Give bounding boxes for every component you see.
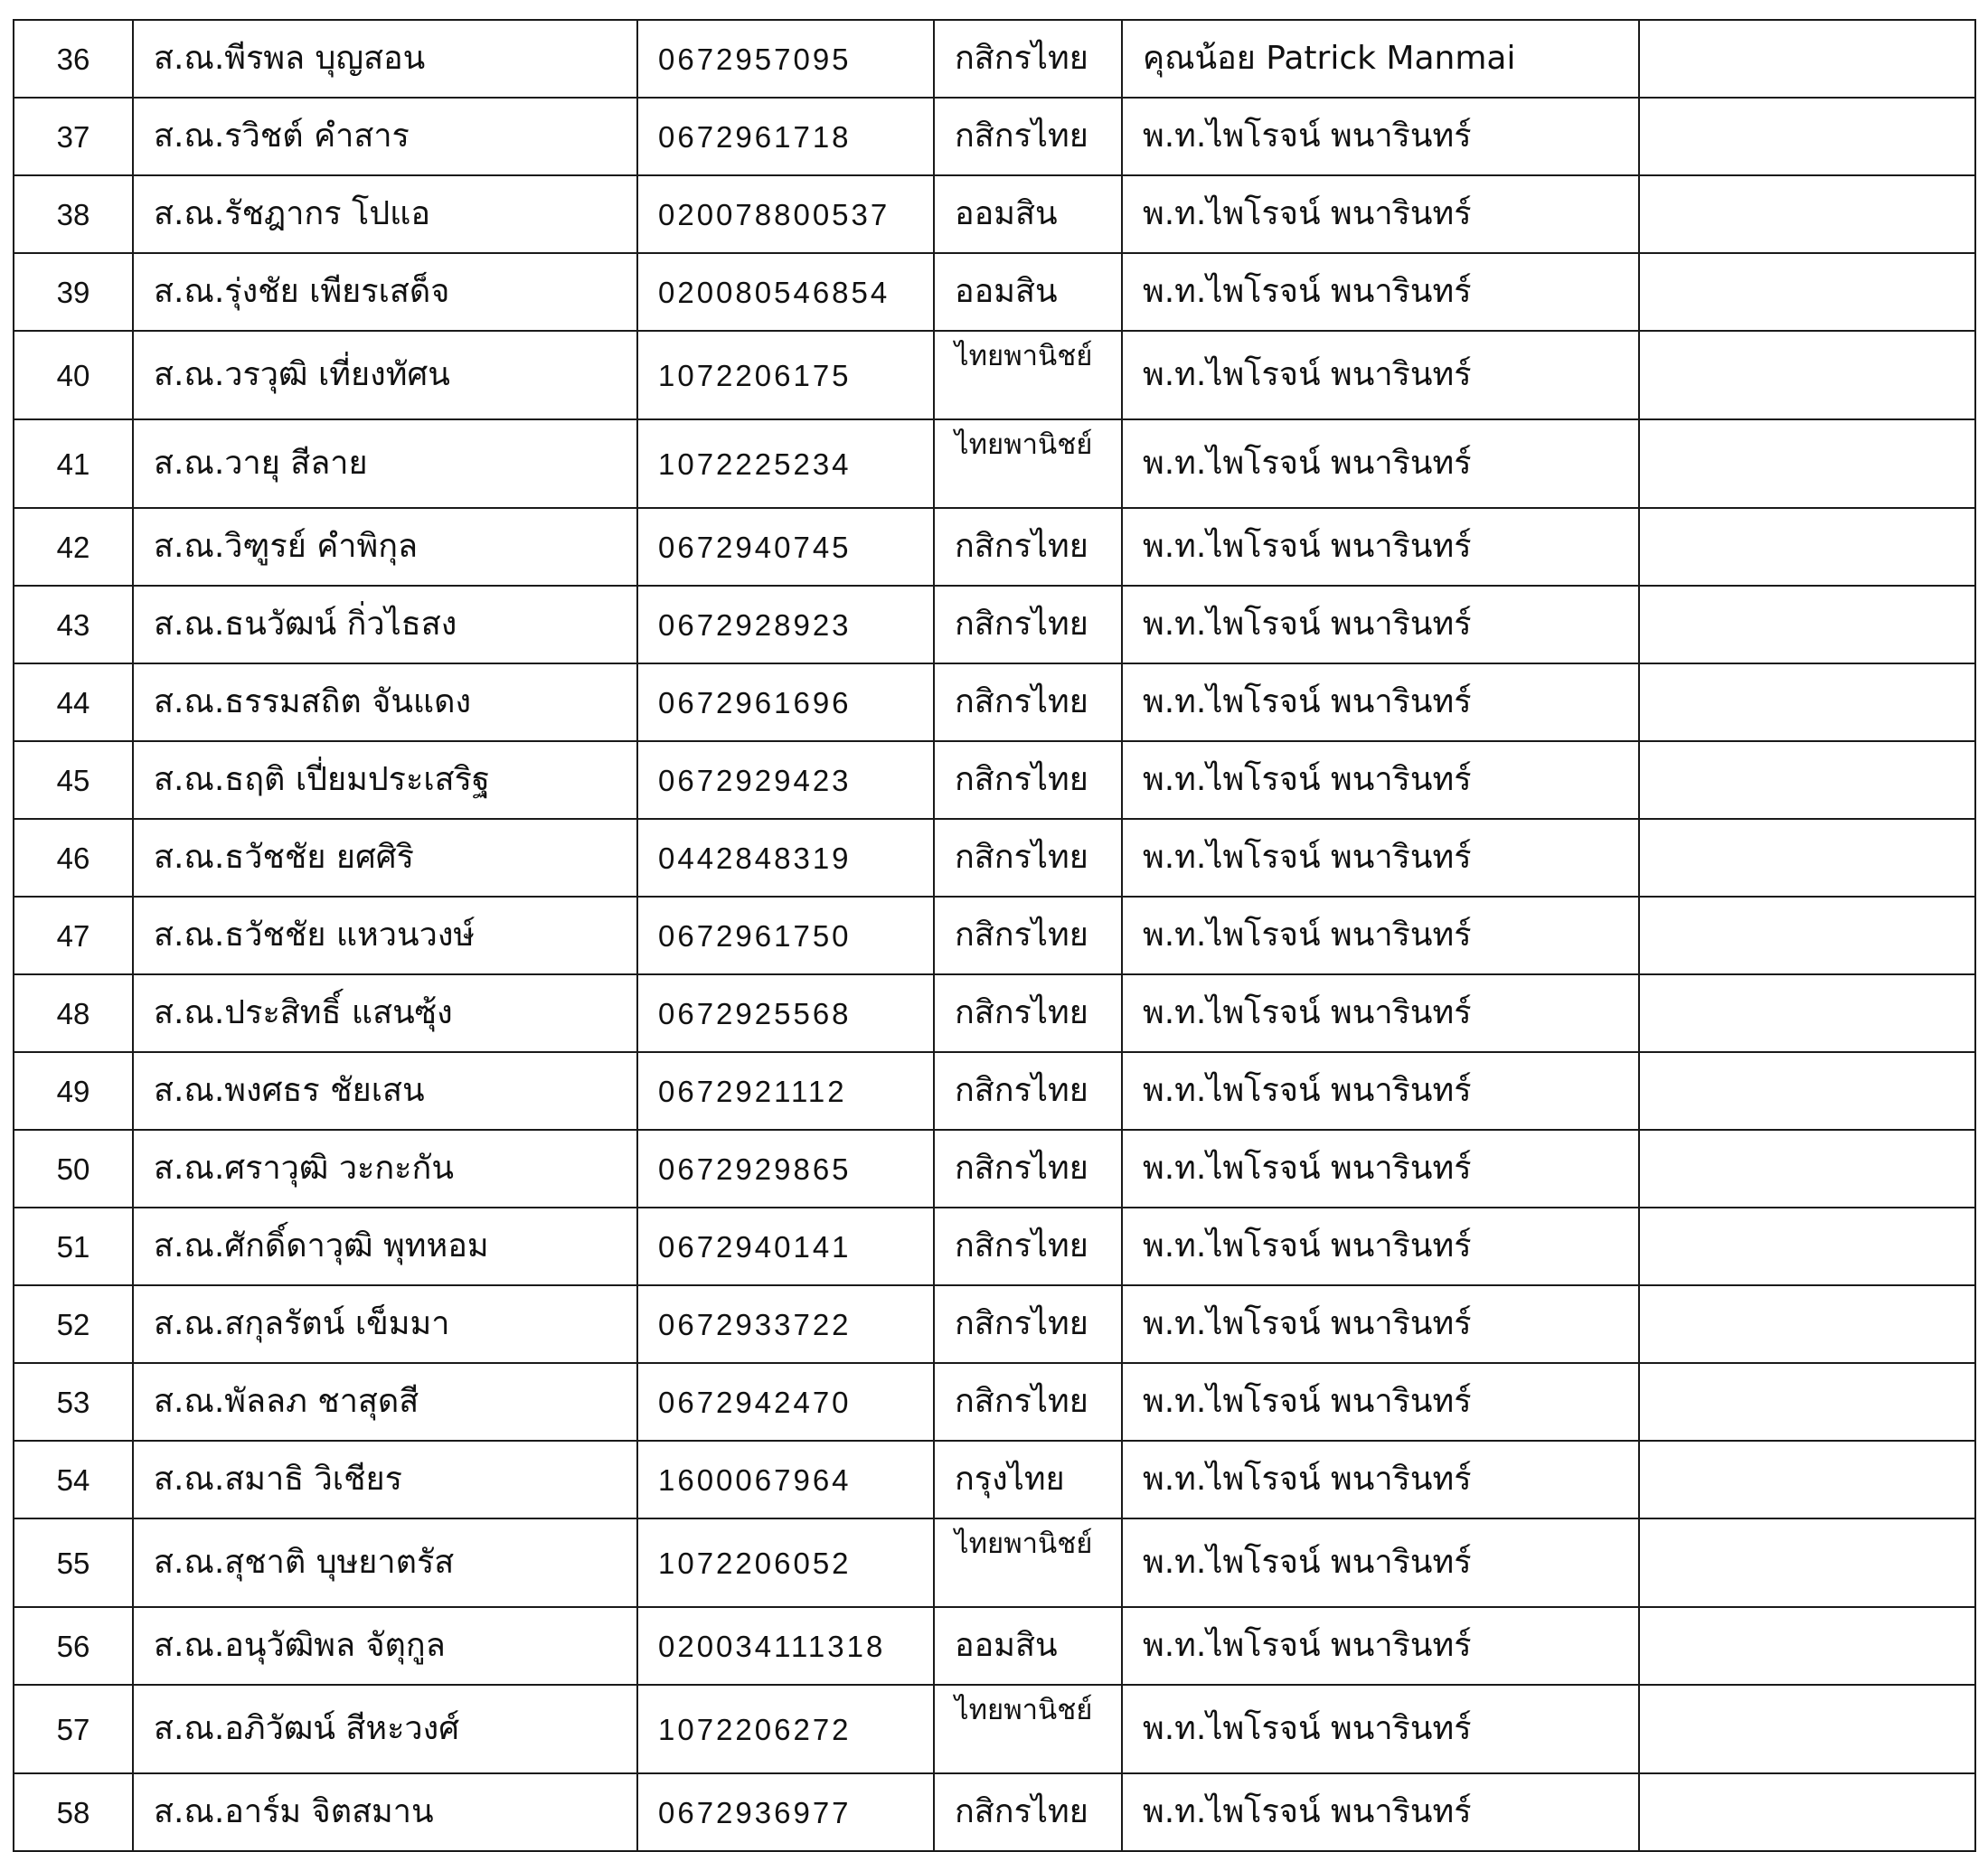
table-row <box>14 1363 1975 1441</box>
bank-cell: ไทยพานิชย์ <box>934 1685 1122 1773</box>
name-cell: ส.ณ.รัชฎากร โปแอ <box>133 175 637 253</box>
responsible-person-cell: พ.ท.ไพโรจน์ พนารินทร์ <box>1122 1441 1639 1518</box>
row-number-cell: 52 <box>14 1285 133 1363</box>
note-cell <box>1639 974 1975 1052</box>
roster-table-body <box>14 20 1975 1851</box>
account-number-cell: 0672925568 <box>637 974 934 1052</box>
table-row <box>14 1285 1975 1363</box>
row-number-cell: 45 <box>14 741 133 819</box>
responsible-person-cell: พ.ท.ไพโรจน์ พนารินทร์ <box>1122 586 1639 663</box>
account-number-cell: 0672961718 <box>637 98 934 175</box>
bank-cell: กสิกรไทย <box>934 741 1122 819</box>
table-row <box>14 1052 1975 1130</box>
responsible-person-cell: พ.ท.ไพโรจน์ พนารินทร์ <box>1122 1607 1639 1685</box>
note-cell <box>1639 20 1975 98</box>
row-number-cell: 46 <box>14 819 133 897</box>
bank-cell: กสิกรไทย <box>934 663 1122 741</box>
row-number-cell: 49 <box>14 1052 133 1130</box>
note-cell <box>1639 741 1975 819</box>
bank-cell: กสิกรไทย <box>934 1285 1122 1363</box>
account-number-cell: 0672929865 <box>637 1130 934 1208</box>
responsible-person-cell: พ.ท.ไพโรจน์ พนารินทร์ <box>1122 331 1639 419</box>
row-number-cell: 47 <box>14 897 133 974</box>
bank-cell: กสิกรไทย <box>934 1052 1122 1130</box>
note-cell <box>1639 1285 1975 1363</box>
row-number-cell: 36 <box>14 20 133 98</box>
account-number-cell: 0672961750 <box>637 897 934 974</box>
row-number-cell: 42 <box>14 508 133 586</box>
account-number-cell: 0672940745 <box>637 508 934 586</box>
table-row <box>14 586 1975 663</box>
name-cell: ส.ณ.ธวัชชัย ยศศิริ <box>133 819 637 897</box>
name-cell: ส.ณ.อาร์ม จิตสมาน <box>133 1773 637 1851</box>
bank-cell: ออมสิน <box>934 1607 1122 1685</box>
name-cell: ส.ณ.วิฑูรย์ คำพิกุล <box>133 508 637 586</box>
bank-cell: กสิกรไทย <box>934 20 1122 98</box>
responsible-person-cell: พ.ท.ไพโรจน์ พนารินทร์ <box>1122 1130 1639 1208</box>
table-row <box>14 1208 1975 1285</box>
name-cell: ส.ณ.รุ่งชัย เพียรเสด็จ <box>133 253 637 331</box>
name-cell: ส.ณ.ธฤติ เปี่ยมประเสริฐ <box>133 741 637 819</box>
responsible-person-cell: พ.ท.ไพโรจน์ พนารินทร์ <box>1122 1363 1639 1441</box>
bank-cell: กสิกรไทย <box>934 1130 1122 1208</box>
note-cell <box>1639 175 1975 253</box>
responsible-person-cell: พ.ท.ไพโรจน์ พนารินทร์ <box>1122 1773 1639 1851</box>
roster-table <box>13 19 1976 1852</box>
account-number-cell: 1072206175 <box>637 331 934 419</box>
bank-cell: ไทยพานิชย์ <box>934 1518 1122 1607</box>
table-row <box>14 98 1975 175</box>
note-cell <box>1639 819 1975 897</box>
bank-cell: กสิกรไทย <box>934 974 1122 1052</box>
name-cell: ส.ณ.สกุลรัตน์ เข็มมา <box>133 1285 637 1363</box>
table-row <box>14 1441 1975 1518</box>
note-cell <box>1639 663 1975 741</box>
account-number-cell: 0672957095 <box>637 20 934 98</box>
responsible-person-cell: พ.ท.ไพโรจน์ พนารินทร์ <box>1122 1285 1639 1363</box>
row-number-cell: 40 <box>14 331 133 419</box>
row-number-cell: 41 <box>14 419 133 508</box>
responsible-person-cell: พ.ท.ไพโรจน์ พนารินทร์ <box>1122 1685 1639 1773</box>
row-number-cell: 43 <box>14 586 133 663</box>
account-number-cell: 0672942470 <box>637 1363 934 1441</box>
row-number-cell: 54 <box>14 1441 133 1518</box>
responsible-person-cell: พ.ท.ไพโรจน์ พนารินทร์ <box>1122 663 1639 741</box>
responsible-person-cell: พ.ท.ไพโรจน์ พนารินทร์ <box>1122 1518 1639 1607</box>
name-cell: ส.ณ.สมาธิ วิเชียร <box>133 1441 637 1518</box>
note-cell <box>1639 1773 1975 1851</box>
row-number-cell: 51 <box>14 1208 133 1285</box>
bank-cell: ออมสิน <box>934 253 1122 331</box>
table-row <box>14 974 1975 1052</box>
table-row <box>14 419 1975 508</box>
table-row <box>14 331 1975 419</box>
note-cell <box>1639 1052 1975 1130</box>
note-cell <box>1639 508 1975 586</box>
note-cell <box>1639 586 1975 663</box>
row-number-cell: 38 <box>14 175 133 253</box>
note-cell <box>1639 1441 1975 1518</box>
row-number-cell: 58 <box>14 1773 133 1851</box>
name-cell: ส.ณ.ประสิทธิ์ แสนซุ้ง <box>133 974 637 1052</box>
responsible-person-cell: พ.ท.ไพโรจน์ พนารินทร์ <box>1122 819 1639 897</box>
table-row <box>14 1130 1975 1208</box>
row-number-cell: 37 <box>14 98 133 175</box>
responsible-person-cell: คุณน้อย Patrick Manmai <box>1122 20 1639 98</box>
bank-cell: กสิกรไทย <box>934 897 1122 974</box>
table-row <box>14 175 1975 253</box>
name-cell: ส.ณ.สุชาติ บุษยาตรัส <box>133 1518 637 1607</box>
name-cell: ส.ณ.ธรรมสถิต จันแดง <box>133 663 637 741</box>
account-number-cell: 020078800537 <box>637 175 934 253</box>
note-cell <box>1639 419 1975 508</box>
responsible-person-cell: พ.ท.ไพโรจน์ พนารินทร์ <box>1122 741 1639 819</box>
responsible-person-cell: พ.ท.ไพโรจน์ พนารินทร์ <box>1122 419 1639 508</box>
note-cell <box>1639 1607 1975 1685</box>
account-number-cell: 0672929423 <box>637 741 934 819</box>
note-cell <box>1639 1685 1975 1773</box>
bank-cell: กสิกรไทย <box>934 1363 1122 1441</box>
table-row <box>14 508 1975 586</box>
row-number-cell: 56 <box>14 1607 133 1685</box>
bank-cell: ไทยพานิชย์ <box>934 331 1122 419</box>
bank-cell: กรุงไทย <box>934 1441 1122 1518</box>
table-row <box>14 819 1975 897</box>
name-cell: ส.ณ.อภิวัฒน์ สีหะวงศ์ <box>133 1685 637 1773</box>
bank-cell: กสิกรไทย <box>934 586 1122 663</box>
note-cell <box>1639 897 1975 974</box>
account-number-cell: 1072206272 <box>637 1685 934 1773</box>
account-number-cell: 0672940141 <box>637 1208 934 1285</box>
account-number-cell: 0672933722 <box>637 1285 934 1363</box>
name-cell: ส.ณ.พีรพล บุญสอน <box>133 20 637 98</box>
bank-cell: กสิกรไทย <box>934 508 1122 586</box>
row-number-cell: 48 <box>14 974 133 1052</box>
table-row <box>14 20 1975 98</box>
responsible-person-cell: พ.ท.ไพโรจน์ พนารินทร์ <box>1122 1052 1639 1130</box>
responsible-person-cell: พ.ท.ไพโรจน์ พนารินทร์ <box>1122 98 1639 175</box>
row-number-cell: 50 <box>14 1130 133 1208</box>
table-row <box>14 1685 1975 1773</box>
account-number-cell: 0672961696 <box>637 663 934 741</box>
name-cell: ส.ณ.ธนวัฒน์ กิ่วไธสง <box>133 586 637 663</box>
row-number-cell: 57 <box>14 1685 133 1773</box>
bank-cell: กสิกรไทย <box>934 98 1122 175</box>
responsible-person-cell: พ.ท.ไพโรจน์ พนารินทร์ <box>1122 1208 1639 1285</box>
name-cell: ส.ณ.พัลลภ ชาสุดสี <box>133 1363 637 1441</box>
responsible-person-cell: พ.ท.ไพโรจน์ พนารินทร์ <box>1122 508 1639 586</box>
account-number-cell: 020034111318 <box>637 1607 934 1685</box>
name-cell: ส.ณ.ศราวุฒิ วะกะกัน <box>133 1130 637 1208</box>
note-cell <box>1639 1208 1975 1285</box>
bank-cell: กสิกรไทย <box>934 1208 1122 1285</box>
name-cell: ส.ณ.ธวัชชัย แหวนวงษ์ <box>133 897 637 974</box>
bank-cell: ออมสิน <box>934 175 1122 253</box>
responsible-person-cell: พ.ท.ไพโรจน์ พนารินทร์ <box>1122 175 1639 253</box>
bank-cell: กสิกรไทย <box>934 819 1122 897</box>
name-cell: ส.ณ.พงศธร ชัยเสน <box>133 1052 637 1130</box>
name-cell: ส.ณ.ศักดิ์ดาวุฒิ พุทหอม <box>133 1208 637 1285</box>
table-row <box>14 253 1975 331</box>
name-cell: ส.ณ.วายุ สีลาย <box>133 419 637 508</box>
responsible-person-cell: พ.ท.ไพโรจน์ พนารินทร์ <box>1122 253 1639 331</box>
name-cell: ส.ณ.วรวุฒิ เที่ยงทัศน <box>133 331 637 419</box>
note-cell <box>1639 1363 1975 1441</box>
bank-cell: กสิกรไทย <box>934 1773 1122 1851</box>
account-number-cell: 1072225234 <box>637 419 934 508</box>
table-row <box>14 741 1975 819</box>
account-number-cell: 0672936977 <box>637 1773 934 1851</box>
table-row <box>14 897 1975 974</box>
row-number-cell: 44 <box>14 663 133 741</box>
row-number-cell: 55 <box>14 1518 133 1607</box>
note-cell <box>1639 1130 1975 1208</box>
bank-cell: ไทยพานิชย์ <box>934 419 1122 508</box>
table-row <box>14 1773 1975 1851</box>
note-cell <box>1639 331 1975 419</box>
account-number-cell: 1072206052 <box>637 1518 934 1607</box>
responsible-person-cell: พ.ท.ไพโรจน์ พนารินทร์ <box>1122 897 1639 974</box>
row-number-cell: 39 <box>14 253 133 331</box>
account-number-cell: 1600067964 <box>637 1441 934 1518</box>
table-row <box>14 1607 1975 1685</box>
name-cell: ส.ณ.อนุวัฒิพล จัตุกูล <box>133 1607 637 1685</box>
table-row <box>14 1518 1975 1607</box>
note-cell <box>1639 98 1975 175</box>
note-cell <box>1639 1518 1975 1607</box>
name-cell: ส.ณ.รวิชต์ คำสาร <box>133 98 637 175</box>
note-cell <box>1639 253 1975 331</box>
table-row <box>14 663 1975 741</box>
responsible-person-cell: พ.ท.ไพโรจน์ พนารินทร์ <box>1122 974 1639 1052</box>
row-number-cell: 53 <box>14 1363 133 1441</box>
account-number-cell: 0672921112 <box>637 1052 934 1130</box>
account-number-cell: 020080546854 <box>637 253 934 331</box>
account-number-cell: 0672928923 <box>637 586 934 663</box>
account-number-cell: 0442848319 <box>637 819 934 897</box>
